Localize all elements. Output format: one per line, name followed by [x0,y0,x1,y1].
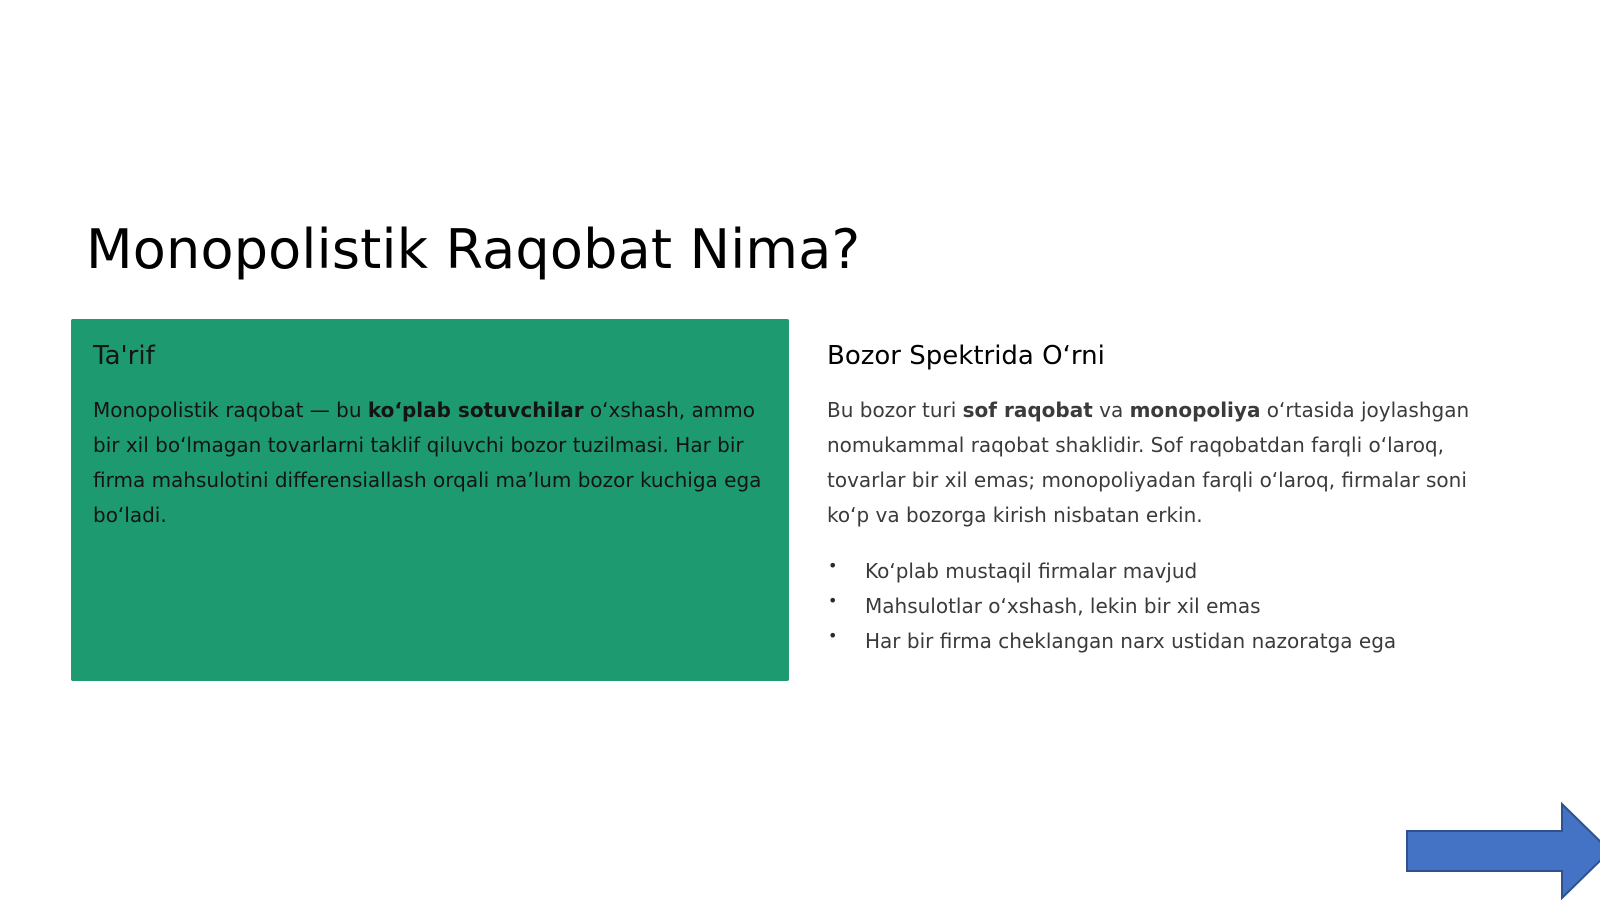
market-text-bold1: sof raqobat [962,398,1093,422]
arrow-shape [1407,804,1600,898]
market-position-title: Bozor Spektrida O‘rni [827,341,1105,371]
bullet-item [827,554,1487,589]
market-text-part3: o‘rtasida joylashgan nomukammal raqobat shaklidir. Sof raqobatdan farqli o‘laroq, tovarlar bir xil emas; monopoliyadan farqli o‘laroq, firmalar soni ko‘p va bozorga kirish nisbatan erkin. [827,398,1470,527]
definition-card-body [93,393,767,533]
bullet-dot-icon: • [828,591,838,610]
bullet-dot-icon: • [828,556,838,575]
bullet-text: Ko‘plab mustaqil firmalar mavjud [865,559,1198,583]
market-text-bold2: monopoliya [1129,398,1261,422]
bullet-item [827,624,1487,659]
market-text-part1: Bu bozor turi [827,398,963,422]
next-slide-button[interactable] [1405,801,1600,900]
definition-text-suffix: o‘xshash, ammo bir xil bo‘lmagan tovarlarni taklif qiluvchi bozor tuzilmasi. Har bir firma mahsulotini differensiallash orqali ma’lum bozor kuchiga ega bo‘ladi. [93,398,762,527]
definition-card [71,319,789,681]
definition-card-title: Ta'rif [93,341,155,371]
definition-text-prefix: Monopolistik raqobat — bu [93,398,368,422]
bullet-dot-icon: • [828,626,838,645]
market-position-body [827,393,1487,533]
arrow-right-icon [1405,801,1600,900]
definition-text-bold: ko‘plab sotuvchilar [367,398,584,422]
bullet-text: Har bir firma cheklangan narx ustidan nazoratga ega [865,629,1397,653]
bullet-text: Mahsulotlar o‘xshash, lekin bir xil emas [865,594,1261,618]
market-position-section [827,341,1487,659]
slide-title: Monopolistik Raqobat Nima? [86,218,861,281]
market-text-part2: va [1092,398,1130,422]
bullet-item [827,589,1487,624]
market-bullet-list [827,554,1487,659]
